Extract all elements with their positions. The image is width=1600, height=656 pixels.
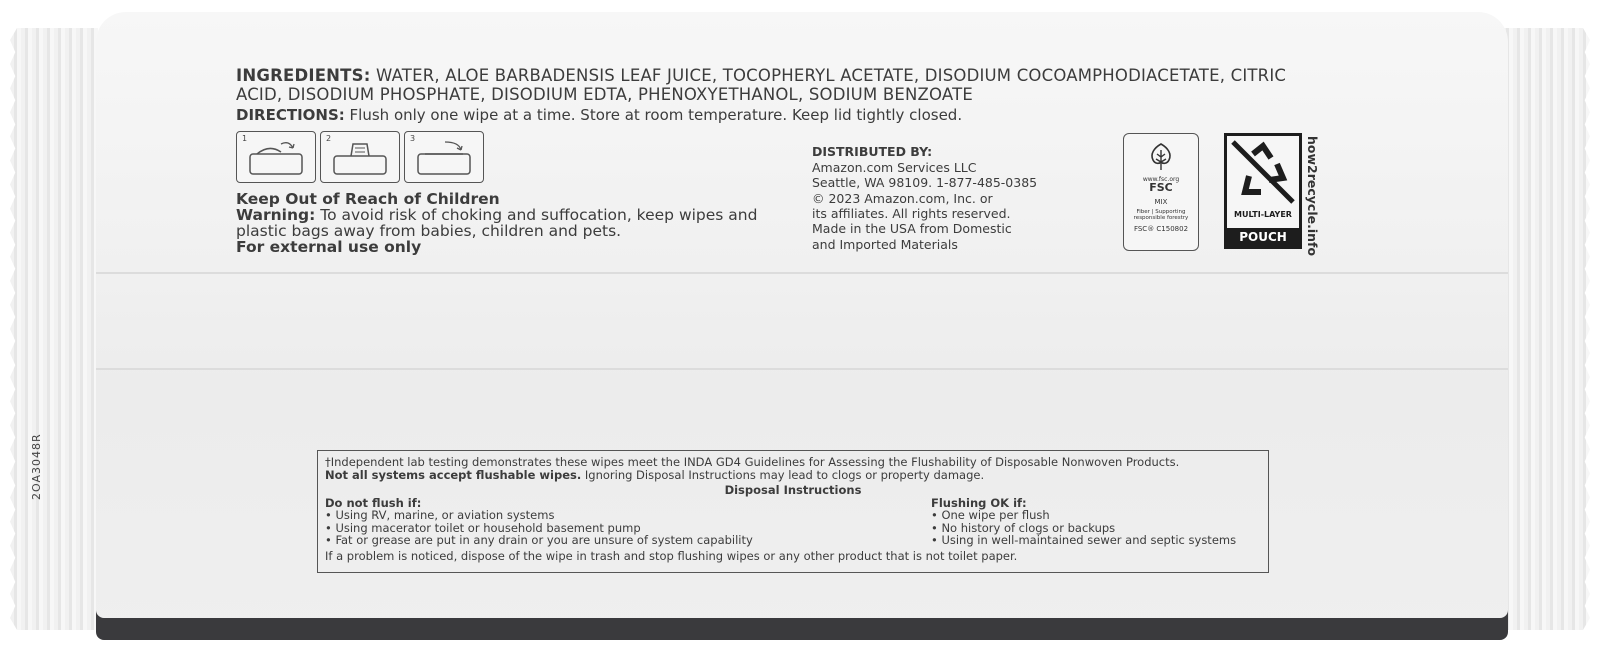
how2recycle-label [1224, 133, 1302, 249]
fold-line [96, 368, 1508, 370]
list-item: • Fat or grease are put in any drain or you are unsure of system capability [325, 533, 753, 547]
origin-line: and Imported Materials [812, 236, 958, 252]
do-not-flush-list [325, 497, 885, 547]
ingredients-text [236, 66, 1316, 104]
usage-steps [236, 131, 484, 183]
warning-text [236, 207, 796, 239]
fsc-name: FSC [1149, 181, 1173, 194]
warning-heading: Keep Out of Reach of Children [236, 190, 500, 208]
warning-body: To avoid risk of choking and suffocation, keep wipes and plastic bags away from babies, children and pets. [236, 206, 758, 240]
flushing-ok-list [931, 497, 1261, 547]
directions-text [236, 106, 962, 124]
flushing-ok-heading: Flushing OK if: [931, 495, 1027, 510]
right-crimp-seal [1502, 28, 1590, 630]
disposal-columns [325, 497, 1261, 547]
distributor-line: © 2023 Amazon.com, Inc. or [812, 190, 993, 206]
pouch-label: POUCH [1227, 228, 1299, 246]
list-item: • One wipe per flush [931, 508, 1050, 522]
lot-code: 2OA3048R [30, 433, 43, 500]
ignoring-note: Ignoring Disposal Instructions may lead to clogs or property damage. [581, 467, 985, 482]
step-2-icon: 2 [320, 131, 400, 183]
fsc-description: Fiber | Supporting responsible forestry [1133, 209, 1189, 221]
fsc-site: www.fsc.org [1142, 176, 1180, 183]
fsc-mix: MIX [1154, 198, 1168, 206]
recycle-crossed-icon [1227, 136, 1299, 208]
list-item: • Using RV, marine, or aviation systems [325, 508, 555, 522]
directions-body: Flush only one wipe at a time. Store at room temperature. Keep lid tightly closed. [349, 106, 963, 124]
ingredients-list: WATER, ALOE BARBADENSIS LEAF JUICE, TOCOPHERYL ACETATE, DISODIUM COCOAMPHODIACETATE, CITRIC ACID, DISODIUM PHOSPHATE, DISODIUM EDTA, PHENOXYETHANOL, SODIUM BENZOATE [236, 66, 1287, 104]
how2recycle-url: how2recycle.info [1305, 136, 1320, 257]
warning-label: Warning: [236, 206, 316, 224]
material-type: MULTI-LAYER [1234, 210, 1292, 219]
distributor-line: its affiliates. All rights reserved. [812, 206, 1011, 221]
systems-note [325, 469, 1261, 482]
list-item: • Using in well-maintained sewer and septic systems [931, 533, 1237, 547]
testing-note: †Independent lab testing demonstrates these wipes meet the INDA GD4 Guidelines for Assessing the Flushability of Disposable Nonwoven Products. [325, 455, 1180, 469]
fsc-tree-icon [1144, 142, 1178, 172]
distributor-block [812, 144, 1037, 222]
list-item: • Using macerator toilet or household basement pump [325, 520, 641, 535]
list-item: • No history of clogs or backups [931, 520, 1116, 535]
systems-warning: Not all systems accept flushable wipes. [325, 467, 582, 482]
do-not-flush-heading: Do not flush if: [325, 495, 422, 510]
external-use-note: For external use only [236, 238, 422, 256]
disposal-box [317, 450, 1269, 573]
step-3-icon: 3 [404, 131, 484, 183]
ingredients-label: INGREDIENTS: [236, 66, 371, 85]
fold-line [96, 272, 1508, 274]
step-1-icon: 1 [236, 131, 316, 183]
disposal-title: Disposal Instructions [724, 483, 862, 497]
fsc-label [1123, 133, 1199, 251]
origin-block [812, 221, 1012, 252]
distributor-line: Amazon.com Services LLC [812, 159, 977, 175]
fsc-code: FSC® C150802 [1133, 225, 1189, 233]
directions-label: DIRECTIONS: [236, 106, 345, 124]
left-crimp-seal [10, 28, 98, 630]
warning-block [236, 191, 796, 255]
distributor-line: Seattle, WA 98109. 1-877-485-0385 [812, 175, 1038, 190]
distributor-heading: DISTRIBUTED BY: [812, 144, 933, 159]
disposal-footer: If a problem is noticed, dispose of the wipe in trash and stop flushing wipes or any other product that is not toilet paper. [325, 548, 1018, 563]
origin-line: Made in the USA from Domestic [812, 221, 1012, 236]
